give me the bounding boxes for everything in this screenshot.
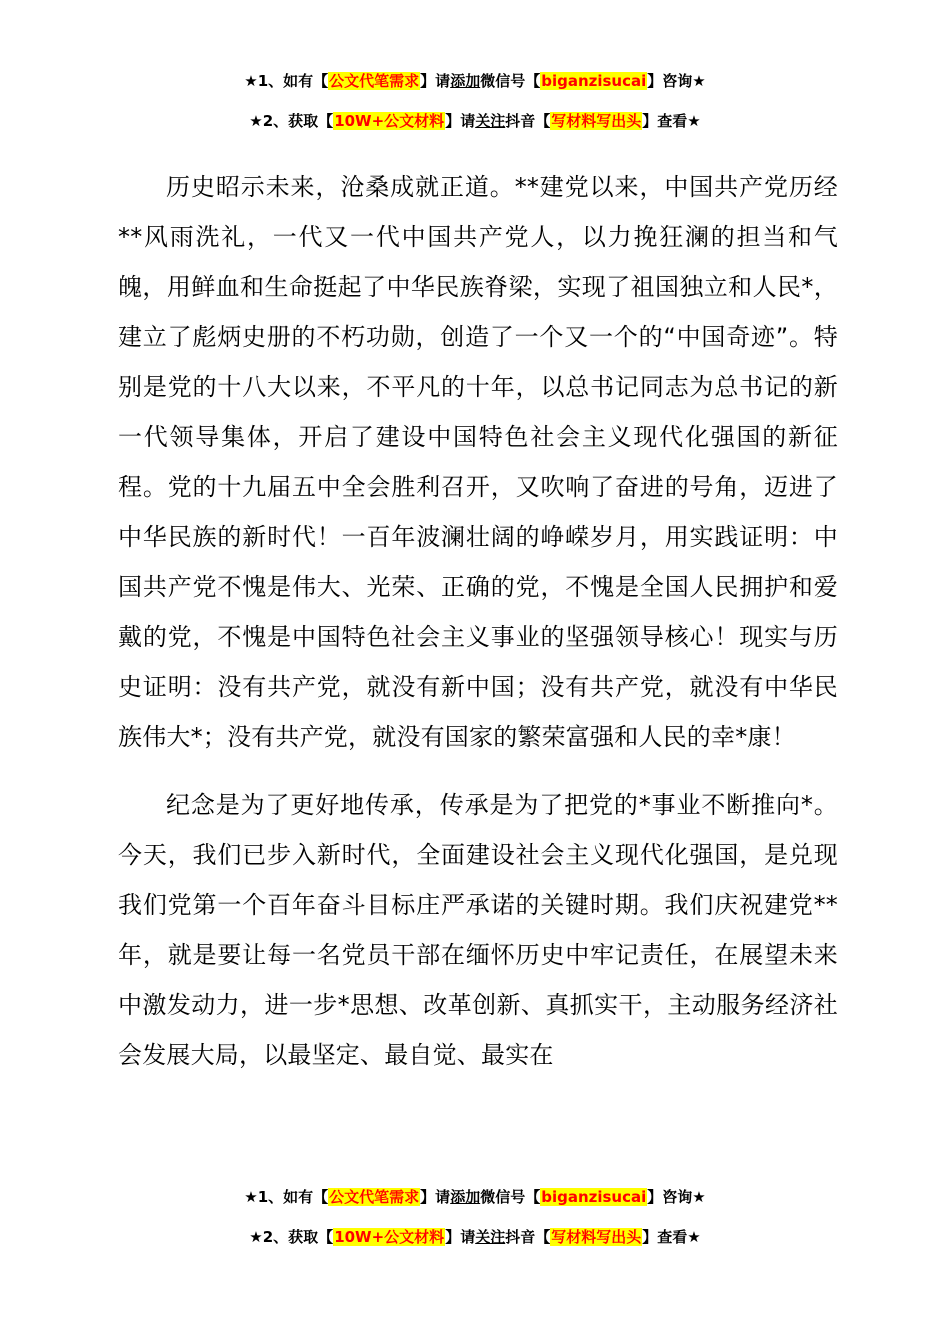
highlight-service: 公文代笔需求 [329, 1188, 420, 1206]
banner-text: 】请 [445, 112, 476, 130]
underlined-action: 添加 [450, 72, 481, 90]
highlight-wechat-id: biganzisucai [541, 72, 647, 90]
banner-text: ★1、如有【 [244, 72, 329, 90]
underlined-action: 关注 [475, 112, 506, 130]
underlined-action: 关注 [475, 1228, 506, 1246]
banner-text: ★2、获取【 [249, 112, 334, 130]
banner-text: 抖音【 [505, 1228, 551, 1246]
highlight-materials: 10W+公文材料 [334, 1228, 445, 1246]
footer-banner-line-1 [0, 1186, 950, 1208]
banner-text: 】咨询★ [647, 1188, 706, 1206]
banner-text: ★1、如有【 [244, 1188, 329, 1206]
highlight-douyin-account: 写材料写出头 [551, 112, 642, 130]
banner-text: 微信号【 [480, 1188, 541, 1206]
banner-text: 】请 [420, 1188, 451, 1206]
footer-banner-line-2 [0, 1226, 950, 1248]
banner-text: 】请 [445, 1228, 476, 1246]
highlight-service: 公文代笔需求 [329, 72, 420, 90]
body-paragraph-1: 历史昭示未来，沧桑成就正道。**建党以来，中国共产党历经**风雨洗礼，一代又一代中国共产党人，以力挽狂澜的担当和气魄，用鲜血和生命挺起了中华民族脊梁，实现了祖国独立和人民*，建立了彪炳史册的不朽功勋，创造了一个又一个的“中国奇迹”。特别是党的十八大以来，不平凡的十年，以总书记同志为总书记的新一代领导集体，开启了建设中国特色社会主义现代化强国的新征程。党的十九届五中全会胜利召开，又吹响了奋进的号角，迈进了中华民族的新时代！一百年波澜壮阔的峥嵘岁月，用实践证明：中国共产党不愧是伟大、光荣、正确的党，不愧是全国人民拥护和爱戴的党，不愧是中国特色社会主义事业的坚强领导核心！现实与历史证明：没有共产党，就没有新中国；没有共产党，就没有中华民族伟大*；没有共产党，就没有国家的繁荣富强和人民的幸*康！ [118, 173, 838, 751]
underlined-action: 添加 [450, 1188, 481, 1206]
banner-text: 】咨询★ [647, 72, 706, 90]
banner-text: 抖音【 [505, 112, 551, 130]
banner-text: ★2、获取【 [249, 1228, 334, 1246]
header-banner-line-1 [0, 70, 950, 92]
highlight-wechat-id: biganzisucai [541, 1188, 647, 1206]
header-banner-line-2 [0, 110, 950, 132]
banner-text: 微信号【 [480, 72, 541, 90]
banner-text: 】查看★ [642, 1228, 701, 1246]
highlight-douyin-account: 写材料写出头 [551, 1228, 642, 1246]
document-body [118, 162, 838, 1080]
body-paragraph-2: 纪念是为了更好地传承，传承是为了把党的*事业不断推向*。今天，我们已步入新时代，全面建设社会主义现代化强国，是兑现我们党第一个百年奋斗目标庄严承诺的关键时期。我们庆祝建党**年，就是要让每一名党员干部在缅怀历史中牢记责任，在展望未来中激发动力，进一步*思想、改革创新、真抓实干，主动服务经济社会发展大局，以最坚定、最自觉、最实在 [118, 791, 838, 1069]
banner-text: 】查看★ [642, 112, 701, 130]
highlight-materials: 10W+公文材料 [334, 112, 445, 130]
banner-text: 】请 [420, 72, 451, 90]
